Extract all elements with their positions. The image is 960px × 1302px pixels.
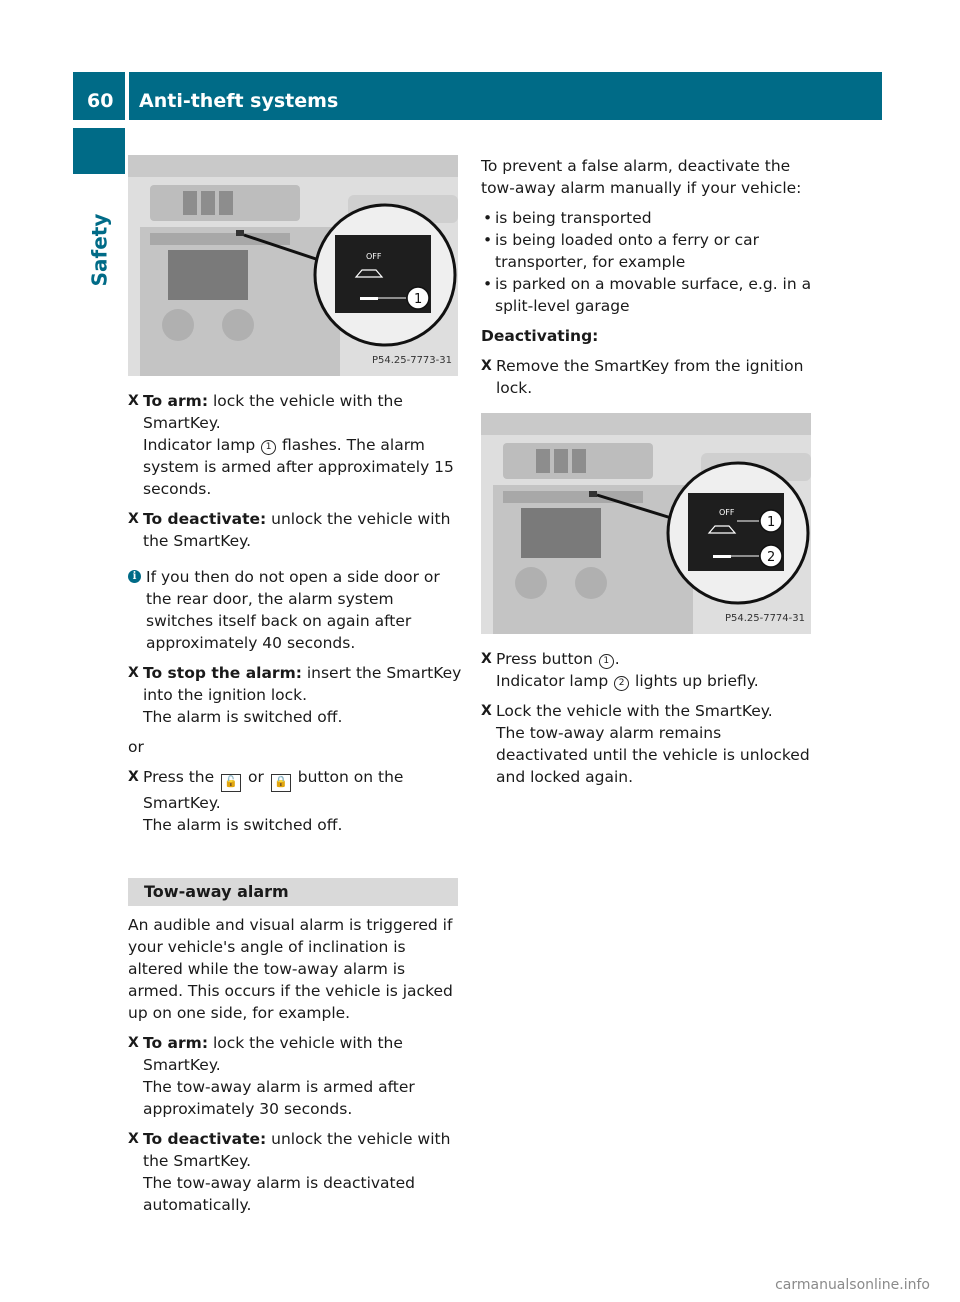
- step-press-button: X Press button 1 . Indicator lamp 2 lights up briefly.: [481, 650, 759, 690]
- step-tow-arm: X To arm: lock the vehicle with the SmartKey. The tow-away alarm is armed after approximately 30 seconds.: [128, 1034, 415, 1118]
- bullet-item: • is being loaded onto a ferry or car transporter, for example: [483, 231, 759, 271]
- bullet-item: • is parked on a movable surface, e.g. in a split-level garage: [483, 275, 812, 315]
- lock-icon: 🔒: [271, 774, 291, 792]
- step-remove-key: X Remove the SmartKey from the ignition lock.: [481, 357, 804, 397]
- dashboard-illustration: [481, 413, 811, 634]
- footer-watermark: carmanualsonline.info: [775, 1277, 930, 1293]
- dashboard-illustration: [128, 155, 458, 376]
- section-intro: An audible and visual alarm is triggered if your vehicle's angle of inclination is altered while the tow-away alarm is armed. This occurs if the vehicle is jacked up on one side, for example.: [128, 916, 453, 1022]
- step-tow-deactivate: X To deactivate: unlock the vehicle with the SmartKey. The tow-away alarm is deactivated automatically.: [128, 1130, 451, 1214]
- dashboard-figure-2: [481, 413, 811, 634]
- page-number: 60: [73, 72, 125, 120]
- figure-code: P54.25-7774-31: [724, 613, 805, 624]
- callout-number: 1: [599, 654, 614, 669]
- step-deactivate: X To deactivate: unlock the vehicle with the SmartKey.: [128, 510, 451, 550]
- svg-text:OFF: OFF: [366, 252, 382, 261]
- step-arm: X To arm: lock the vehicle with the SmartKey. Indicator lamp 1 flashes. The alarm system is armed after approximately 15 seconds.: [128, 392, 454, 498]
- unlock-icon: 🔓: [221, 774, 241, 792]
- step-stop-alarm: X To stop the alarm: insert the SmartKey into the ignition lock. The alarm is switched off.: [128, 664, 462, 726]
- right-column: [481, 155, 816, 788]
- section-heading-tow-away: Tow-away alarm: [128, 878, 458, 906]
- right-intro: To prevent a false alarm, deactivate the tow-away alarm manually if your vehicle:: [481, 157, 802, 197]
- step-lock-vehicle: X Lock the vehicle with the SmartKey. The tow-away alarm remains deactivated until the vehicle is unlocked and locked again.: [481, 702, 810, 786]
- callout-number: 1: [261, 440, 276, 455]
- step-press-key: X Press the 🔓 or 🔒 button on the SmartKey. The alarm is switched off.: [128, 768, 404, 834]
- dashboard-figure-1: [128, 155, 458, 376]
- info-note: i If you then do not open a side door or the rear door, the alarm system switches itself back on again after approximately 40 seconds.: [128, 566, 463, 654]
- side-tab-block: [73, 128, 125, 174]
- figure-code: P54.25-7773-31: [371, 355, 452, 366]
- info-icon: i: [128, 570, 141, 583]
- deactivating-heading: Deactivating:: [481, 327, 599, 345]
- bullet-item: • is being transported: [483, 209, 652, 227]
- side-tab-label: Safety: [87, 213, 112, 287]
- svg-text:2: 2: [767, 550, 776, 565]
- svg-text:OFF: OFF: [719, 508, 735, 517]
- svg-text:1: 1: [414, 292, 423, 307]
- callout-number: 2: [614, 676, 629, 691]
- or-text: or: [128, 738, 144, 756]
- svg-text:1: 1: [767, 515, 776, 530]
- left-column: [128, 155, 463, 1216]
- page-title: Anti-theft systems: [129, 72, 882, 120]
